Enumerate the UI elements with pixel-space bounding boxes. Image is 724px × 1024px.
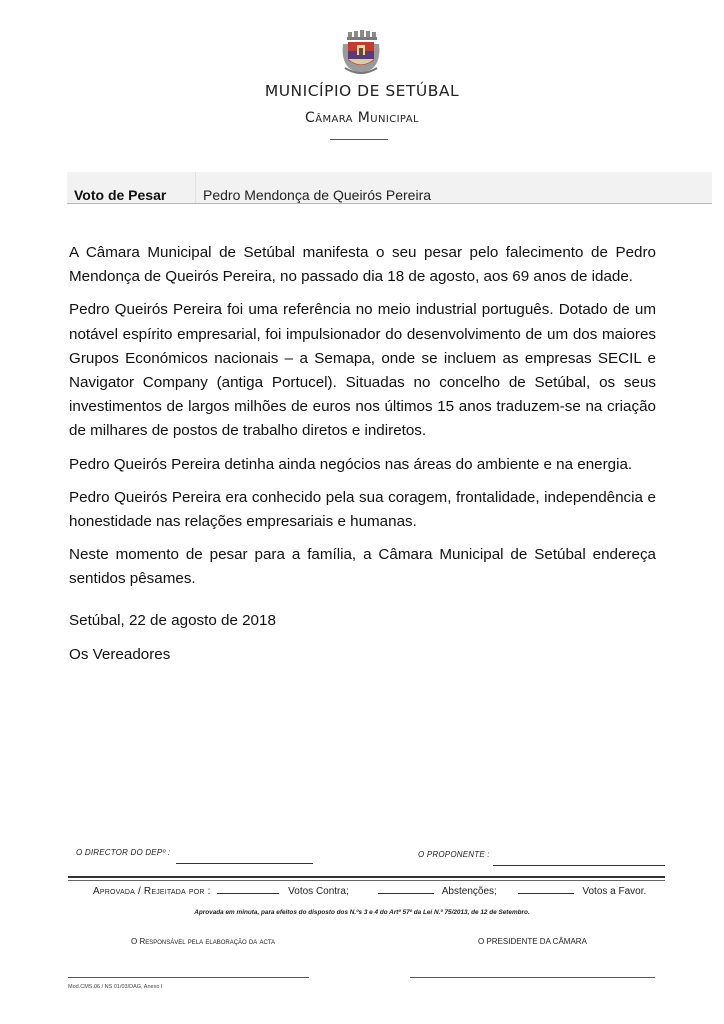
votes-for-blank (518, 884, 574, 894)
proponente-label: O PROPONENTE : (418, 850, 490, 859)
subject-divider (195, 172, 196, 203)
responsible-label: O Responsável pela elaboração da acta (131, 937, 276, 946)
council-title: Câmara Municipal (305, 110, 419, 126)
vote-row (93, 884, 646, 897)
signatories: Os Vereadores (69, 646, 171, 663)
body-paragraph: Pedro Queirós Pereira detinha ainda negócios nas áreas do ambiente e na energia. (69, 455, 633, 473)
form-code: Mod.CMS.06 / NS 01/03/DAG, Anexo I (68, 984, 163, 990)
footer-rule-thick (68, 876, 665, 878)
municipal-crest-icon (339, 30, 383, 76)
footer-rule-thin (68, 880, 665, 881)
subject-label: Voto de Pesar (74, 187, 167, 203)
subject-value: Pedro Mendonça de Queirós Pereira (203, 187, 432, 203)
votes-for-label: Votos a Favor. (582, 886, 647, 897)
approval-blank (217, 884, 279, 894)
proponente-signature-line (493, 865, 665, 866)
body-paragraph: Neste momento de pesar para a família, a Câmara Municipal de Setúbal endereça sentidos pêsames. (69, 546, 656, 588)
minute-note: Aprovada em minuta, para efeitos do disposto dos N.ºs 3 e 4 do Artº 57º da Lei N.º 75/2013, de 12 de Setembro. (194, 909, 530, 916)
approval-label: Aprovada / Rejeitada por : (93, 886, 211, 897)
president-signature-line (410, 977, 655, 978)
responsible-signature-line (68, 977, 309, 978)
body-paragraph: A Câmara Municipal de Setúbal manifesta o seu pesar pelo falecimento de Pedro Mendonça de Queirós Pereira, no passado dia 18 de agosto, aos 69 anos de idade. (69, 244, 656, 286)
president-label: O PRESIDENTE DA CÂMARA (478, 937, 587, 946)
body-paragraph: Pedro Queirós Pereira foi uma referência no meio industrial português. Dotado de um notável espírito empresarial, foi impulsionador do desenvolvimento de um dos maiores Grupos Económicos nacionais – a Semapa, onde se incluem as empresas SECIL e Navigator Company (antiga Portucel). Situadas no concelho de Setúbal, os seus investimentos de largos milhões de euros nos últimos 15 anos traduzem-se na criação de milhares de postos de trabalho diretos e indiretos. (69, 301, 656, 440)
municipality-title: MUNICÍPIO DE SETÚBAL (264, 82, 460, 100)
director-label: O DIRECTOR DO DEPº : (76, 848, 171, 857)
abstentions-label: Abstenções; (441, 886, 497, 897)
document-body (69, 241, 656, 601)
body-paragraph: Pedro Queirós Pereira era conhecido pela sua coragem, frontalidade, independência e honestidade nas relações empresariais e humanas. (69, 488, 656, 531)
subject-band (67, 172, 712, 204)
place-date: Setúbal, 22 de agosto de 2018 (69, 612, 276, 629)
abstentions-blank (378, 884, 434, 894)
votes-against-label: Votos Contra; (288, 886, 349, 897)
director-signature-line (176, 863, 313, 864)
title-divider (330, 139, 388, 140)
